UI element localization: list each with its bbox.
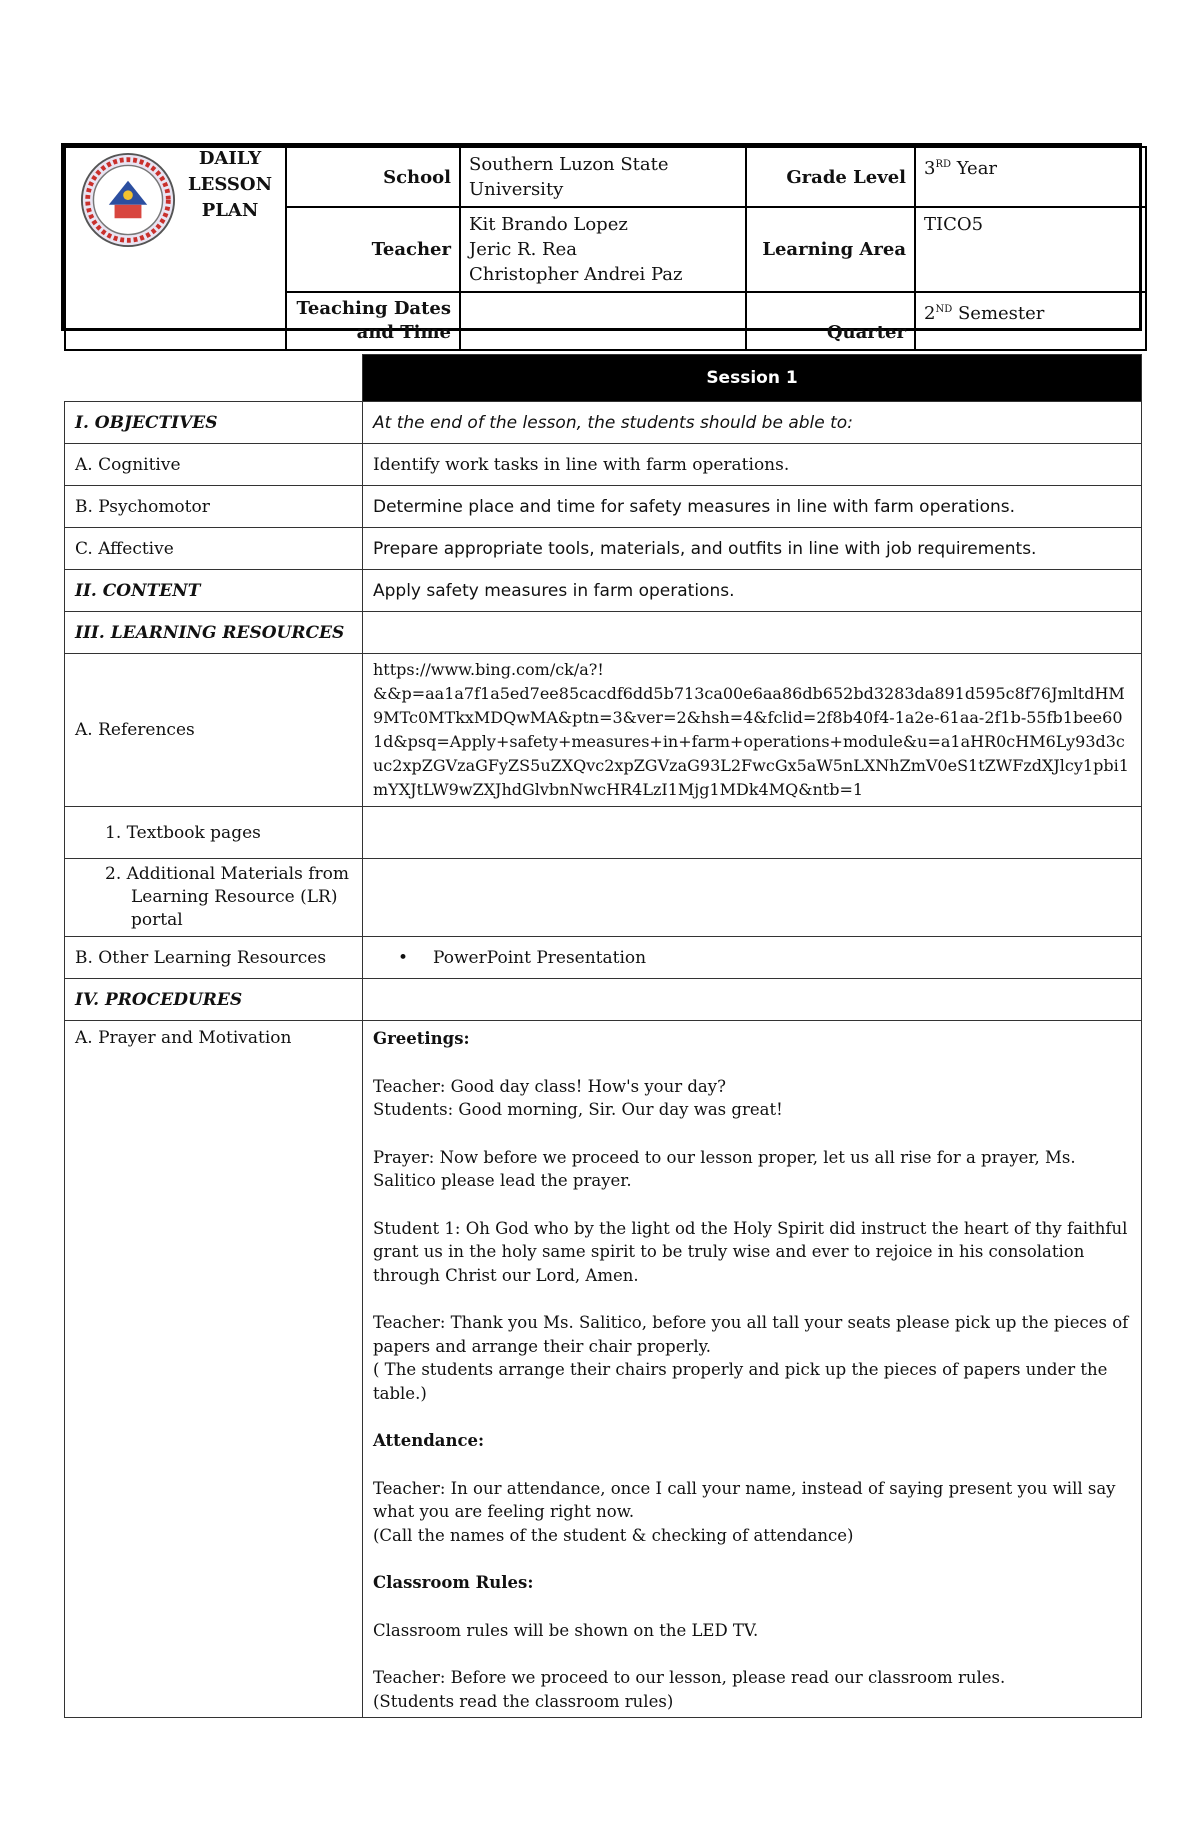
school-label: School — [286, 147, 460, 207]
psychomotor-label: B. Psychomotor — [65, 486, 363, 528]
objectives-label: I. OBJECTIVES — [65, 402, 363, 444]
quarter-value: 2ND Semester — [915, 292, 1146, 350]
other-resources-value: • PowerPoint Presentation — [363, 937, 1142, 979]
procedures-script — [363, 1021, 1142, 1718]
grade-label: Grade Level — [746, 147, 915, 207]
quarter-label: Quarter — [746, 292, 915, 350]
procedures-label: IV. PROCEDURES — [65, 979, 363, 1021]
blank-corner — [65, 355, 363, 402]
cognitive-value: Identify work tasks in line with farm operations. — [363, 444, 1142, 486]
reference-link[interactable]: https://www.bing.com/ck/a?! — [373, 660, 604, 679]
content-value: Apply safety measures in farm operations. — [363, 570, 1142, 612]
textbook-value — [363, 807, 1142, 859]
affective-label: C. Affective — [65, 528, 363, 570]
bullet-icon: • — [397, 947, 409, 968]
affective-value: Prepare appropriate tools, materials, and outfits in line with job requirements. — [363, 528, 1142, 570]
rules-students: (Students read the classroom rules) — [373, 1691, 674, 1711]
students-greeting: Students: Good morning, Sir. Our day was great! — [373, 1100, 783, 1119]
teacher-label: Teacher — [286, 207, 460, 292]
additional-label: 2. Additional Materials from Learning Resource (LR) portal — [65, 859, 363, 937]
objectives-intro: At the end of the lesson, the students should be able to: — [363, 402, 1142, 444]
grade-value: 3RD Year — [915, 147, 1146, 207]
prayer-label: A. Prayer and Motivation — [65, 1021, 363, 1718]
psychomotor-value: Determine place and time for safety measures in line with farm operations. — [363, 486, 1142, 528]
resources-value — [363, 612, 1142, 654]
procedures-value — [363, 979, 1142, 1021]
other-resources-label: B. Other Learning Resources — [65, 937, 363, 979]
students-action-note: ( The students arrange their chairs properly and pick up the pieces of papers under the table.) — [373, 1360, 1108, 1403]
student-prayer: Student 1: Oh God who by the light od the Holy Spirit did instruct the heart of thy faithful grant us in the holy same spirit to be truly wise and ever to rejoice in his consolation through Christ our Lord, Amen. — [373, 1218, 1128, 1285]
resources-label: III. LEARNING RESOURCES — [65, 612, 363, 654]
teacher-instruction: Teacher: Thank you Ms. Salitico, before you all tall your seats please pick up the pieces of papers and arrange their chair properly. — [373, 1313, 1129, 1356]
teacher-value: Kit Brando Lopez Jeric R. Rea Christopher Andrei Paz — [460, 207, 746, 292]
dates-label: Teaching Dates and Time — [286, 292, 460, 350]
additional-value — [363, 859, 1142, 937]
rules-teacher: Teacher: Before we proceed to our lesson, please read our classroom rules. — [373, 1668, 1006, 1687]
reference-link-query[interactable]: &&p=aa1a7f1a5ed7ee85cacdf6dd5b713ca00e6aa86db652bd3283da891d595c8f76JmltdHM9MTc0MTkxMDQwMA&ptn=3&ver=2&hsh=4&fclid=2f8b40f4-1a2e-61aa-2f1b-55fb1bee601d&psq=Apply+safety+measures+in+farm+operations+module&u=a1aHR0cHM6Ly93d3cuc2xpZGVzaGFyZS5uZXQvc2xpZGVzaG93L2FwcGx5aW5nLXNhZmV0eS1tZWFzdXJlcy1pbi1mYXJtLW9wZXJhdGlvbnNwcHR4LzI1Mjg1MDk4MQ&ntb=1 — [373, 684, 1129, 799]
attendance-note: (Call the names of the student & checking of attendance) — [373, 1525, 854, 1545]
textbook-label: 1. Textbook pages — [65, 807, 363, 859]
rules-heading: Classroom Rules: — [373, 1573, 534, 1592]
content-label: II. CONTENT — [65, 570, 363, 612]
references-label: A. References — [65, 654, 363, 807]
prayer-text: Prayer: Now before we proceed to our lesson proper, let us all rise for a prayer, Ms. Salitico please lead the prayer. — [373, 1147, 1076, 1190]
lesson-plan-table — [64, 354, 1142, 1718]
cognitive-label: A. Cognitive — [65, 444, 363, 486]
area-value: TICO5 — [915, 207, 1146, 292]
area-label: Learning Area — [746, 207, 915, 292]
session-header: Session 1 — [363, 355, 1142, 402]
lesson-plan-title: DAILY LESSON PLAN — [187, 148, 273, 221]
references-value — [363, 654, 1142, 807]
school-value: Southern Luzon State University — [460, 147, 746, 207]
attendance-heading: Attendance: — [373, 1431, 485, 1450]
dates-value — [460, 292, 746, 350]
teacher-greeting: Teacher: Good day class! How's your day? — [373, 1076, 726, 1096]
greetings-heading: Greetings: — [373, 1029, 470, 1048]
attendance-instruction: Teacher: In our attendance, once I call your name, instead of saying present you will say what you are feeling right now. — [373, 1478, 1116, 1521]
rules-display: Classroom rules will be shown on the LED TV. — [373, 1620, 759, 1640]
deped-seal-icon — [80, 152, 176, 248]
